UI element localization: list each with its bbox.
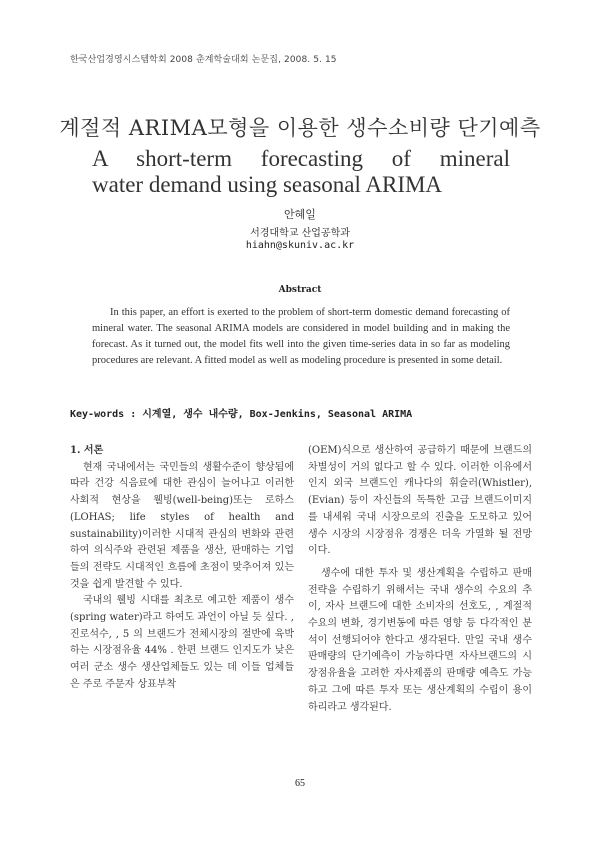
page-number: 65 <box>295 778 305 789</box>
body-paragraph: 국내의 웰빙 시대를 최초로 예고한 제품이 생수(spring water)라고 하여도 과언이 아닐 듯 싶다. , 진로석수, , 5 의 브랜드가 전체시장의 절반에 육박하는 시장점유율 44% . 한편 브랜드 인지도가 낮은 여러 군소 생수 생산업체들도 있는 데 이들 업체들은 주로 주문자 상표부착 <box>70 595 294 690</box>
author-affiliation: 서경대학교 산업공학과 <box>250 228 350 239</box>
paper-title-english-line-1: A short-term forecasting of mineral <box>92 146 510 171</box>
body-paragraph: 현재 국내에서는 국민들의 생활수준이 향상됨에 따라 건강 식음료에 대한 관심이 늘어나고 이러한 사회적 현상을 웰빙(well-being)또는 로하스(LOHAS; life styles of health and sustainability)이러한 시대적 관심의 변화와 관련하여 의식주와 관련된 제품을 생산, 판매하는 기업들의 전략도 시대적인 흐름에 초점이 맞추어져 있는 것을 쉽게 발견할 수 있다. <box>70 461 294 590</box>
right-column <box>308 443 532 716</box>
author-name: 안혜일 <box>284 208 316 221</box>
running-header: 한국산업경영시스템학회 2008 춘계학술대회 논문집, 2008. 5. 15 <box>70 55 337 65</box>
keywords-line: Key-words : 시계열, 생수 내수량, Box-Jenkins, Seasonal ARIMA <box>70 409 413 420</box>
abstract-body: In this paper, an effort is exerted to the problem of short-term domestic demand forecasting of mineral water. The seasonal ARIMA models are considered in model building and in making the forecast. As it turned out, the model fits well into the given time-series data in so far as modeling procedures are relevant. A fitted model as well as modeling procedure is presented in some detail. <box>92 307 510 366</box>
abstract-heading: Abstract <box>278 285 322 295</box>
body-paragraph: 생수에 대한 투자 및 생산계획을 수립하고 판매 전략을 수립하기 위해서는 국내 생수의 수요의 추이, 자사 브랜드에 대한 소비자의 선호도, , 계절적 수요의 변화, 경기변동에 따른 영향 등 다각적인 분석이 선행되어야 한다고 생각된다. 만일 국내 생수 판매량의 단기예측이 가능하다면 자사브랜드의 시장점유율을 고려한 자사제품의 판매량 예측도 가능하고 그에 따른 투자 또는 생산계획의 수립이 용이하리라고 생각된다. <box>308 567 532 713</box>
paper-title-korean: 계절적 ARIMA모형을 이용한 생수소비량 단기예측 <box>59 116 541 140</box>
paper-title-english-line-2: water demand using seasonal ARIMA <box>92 172 443 197</box>
section-heading-introduction: 1. 서론 <box>70 445 104 456</box>
author-email: hiahn@skuniv.ac.kr <box>245 240 355 251</box>
left-column <box>70 443 294 694</box>
body-paragraph: (OEM)식으로 생산하여 공급하기 때문에 브랜드의 차별성이 거의 없다고 할 수 있다. 이러한 이유에서 인지 외국 브랜드인 캐나다의 휘슬러(Whistler), (Evian) 등이 자신들의 독특한 고급 브랜드이미지를 내세워 국내 시장으로의 진출을 도모하고 있어 생수 시장의 시장점유 경쟁은 더욱 가열화 될 전망이다. <box>308 445 532 557</box>
